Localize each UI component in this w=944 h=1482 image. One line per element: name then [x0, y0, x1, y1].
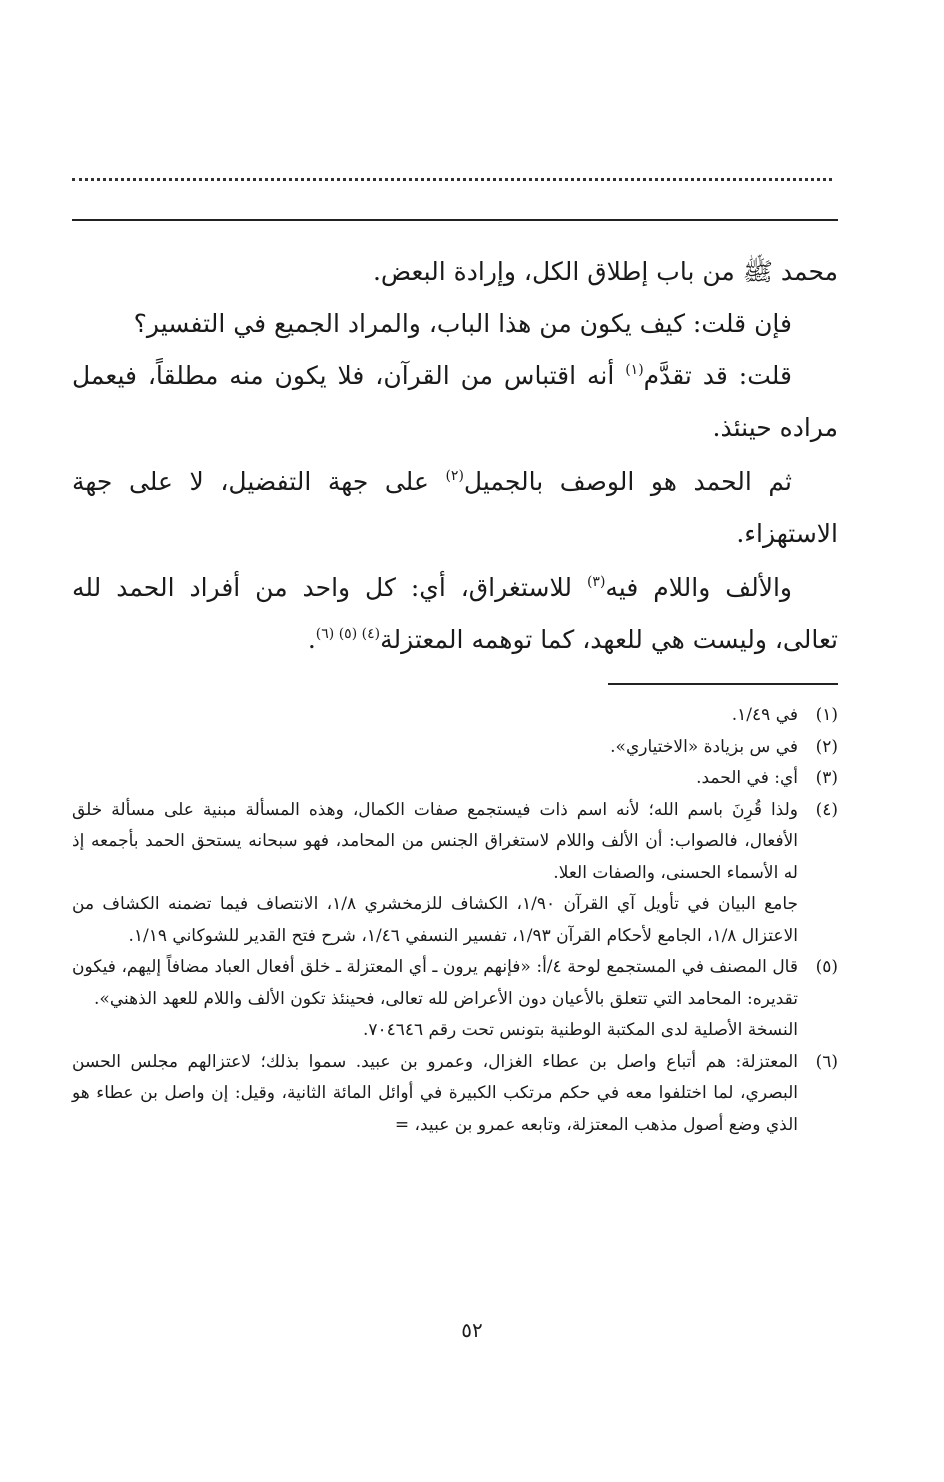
footnote-text: قال المصنف في المستجمع لوحة ٤/أ: «فإنهم يرون ـ أي المعتزلة ـ خلق أفعال العباد مضافاً إليهم، فيكون تقديره: المحامد التي تتعلق بالأعيان دون الأعراض لله تعالى، فحينئذ تكون الألف واللام للعهد الذهني». — [72, 957, 798, 1009]
footnote-text-manuscript: النسخة الأصلية لدى المكتبة الوطنية بتونس تحت رقم ٧٠٤٦٤٦. — [362, 1020, 798, 1040]
footnote-ref-3[interactable]: (٣) — [586, 574, 606, 590]
paragraph-5 — [72, 562, 838, 666]
footnote-text: المعتزلة: هم أتباع واصل بن عطاء الغزال، وعمرو بن عبيد. سموا بذلك؛ لاعتزالهم مجلس الحسن البصري، لما اختلفوا معه في حكم مرتكب الكبيرة في أوائل المائة الثانية، وقيل: إن واصل بن عطاء هو الذي وضع أصول مذهب المعتزلة، وتابعه عمرو بن عبيد، = — [72, 1051, 798, 1135]
footnote-text: في س بزيادة «الاختياري». — [610, 736, 798, 757]
paragraph-4-text-b: على جهة التفضيل، لا على جهة الاستهزاء. — [72, 467, 838, 548]
paragraph-3 — [72, 350, 838, 454]
header-rule — [72, 219, 838, 221]
paragraph-5-text-b: للاستغراق، أي: كل واحد من أفراد الحمد لله تعالى، وليست هي للعهد، كما توهمه المعتزلة — [72, 573, 838, 654]
footnote-5 — [72, 952, 838, 1047]
dotted-separator — [72, 178, 832, 181]
footnote-text-references: جامع البيان في تأويل آي القرآن ١/٩٠، الكشاف للزمخشري ١/٨، الانتصاف فيما تضمنه الكشاف من الاعتزال ١/٨، الجامع لأحكام القرآن ١/٩٣، تفسير النسفي ١/٤٦، شرح فتح القدير للشوكاني ١/١٩. — [72, 894, 799, 946]
footnote-rule — [608, 683, 838, 685]
page-number: ٥٢ — [461, 1318, 483, 1342]
main-text — [72, 246, 838, 666]
footnote-4 — [72, 795, 838, 953]
footnote-number: (٤) — [815, 799, 838, 820]
paragraph-5-text-a: والألف واللام فيه — [605, 573, 792, 602]
paragraph-2: فإن قلت: كيف يكون من هذا الباب، والمراد الجميع في التفسير؟ — [133, 309, 792, 338]
footnote-number: (٣) — [815, 768, 838, 788]
footnote-3 — [72, 763, 838, 795]
paragraph-1: محمد ﷺ من باب إطلاق الكل، وإرادة البعض. — [372, 257, 838, 286]
footnotes — [72, 700, 838, 1141]
footnote-1 — [72, 700, 838, 732]
footnote-refs-4-5-6[interactable]: (٤) (٥) (٦) — [315, 626, 381, 642]
footnote-text: ولذا قُرِنَ باسم الله؛ لأنه اسم ذات فيستجمع صفات الكمال، وهذه المسألة مبنية على مسألة خلق الأفعال، فالصواب: أن الألف واللام لاستغراق الجنس من المحامد، فهو سبحانه يستحق الحمد بأجمعه إذ له الأسماء الحسنى، والصفات العلا. — [72, 799, 798, 883]
footnote-text: أي: في الحمد. — [696, 768, 798, 788]
paragraph-4 — [72, 456, 838, 560]
paragraph-3-text-b: أنه اقتباس من القرآن، فلا يكون منه مطلقاً، فيعمل مراده حينئذ. — [72, 361, 838, 442]
footnote-ref-2[interactable]: (٢) — [445, 468, 464, 484]
footnote-number: (٥) — [815, 957, 838, 977]
footnote-text: في ١/٤٩. — [731, 705, 798, 725]
footnote-ref-1[interactable]: (١) — [625, 362, 644, 378]
paragraph-5-end: . — [307, 625, 316, 654]
footnote-number: (١) — [815, 705, 838, 725]
paragraph-4-text-a: ثم الحمد هو الوصف بالجميل — [463, 467, 792, 496]
paragraph-3-text-a: قلت: قد تقدَّم — [643, 361, 792, 390]
footnote-6 — [72, 1047, 838, 1142]
footnote-2 — [72, 732, 838, 764]
footnote-number: (٢) — [815, 736, 838, 757]
footnote-number: (٦) — [815, 1051, 838, 1072]
